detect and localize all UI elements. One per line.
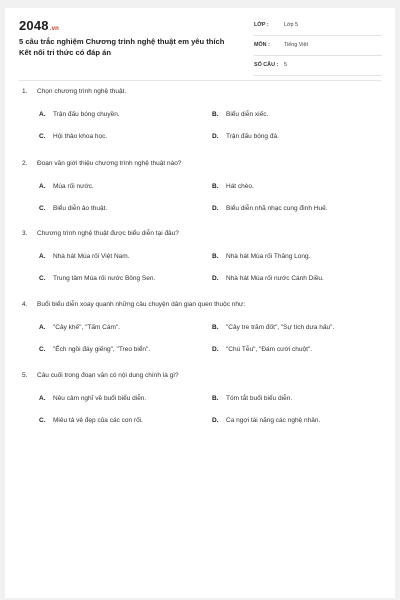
option-letter: C. [39,417,46,424]
option-text: "Cây tre trăm đốt", "Sự tích dưa hấu". [226,324,335,331]
option-a[interactable] [39,324,120,331]
option-text: Biểu diễn ảo thuật. [53,205,108,212]
option-text: Hát chèo. [226,183,254,190]
option-b[interactable] [212,324,334,331]
question-stem: Câu cuối trong đoạn văn có nội dung chính là gì? [37,372,179,379]
option-letter: C. [39,205,46,212]
meta-label: SỐ CÂU : [254,62,279,68]
question-number: 4. [22,301,28,308]
question-text [22,160,181,167]
option-c[interactable] [39,346,150,353]
option-text: "Ếch ngồi đáy giếng", "Treo biển". [53,346,151,353]
question-number: 2. [22,160,28,167]
option-letter: C. [39,133,46,140]
option-letter: A. [39,253,46,260]
title-line-1: 5 câu trắc nghiệm Chương trình nghệ thuật em yêu thích [19,37,225,46]
meta-label: MÔN : [254,42,270,48]
question-stem: Chọn chương trình nghệ thuật. [37,88,127,95]
option-b[interactable] [212,111,268,118]
option-d[interactable] [212,346,312,353]
meta-row-count [254,58,382,76]
option-a[interactable] [39,111,120,118]
option-d[interactable] [212,417,320,424]
option-letter: D. [212,133,219,140]
option-letter: B. [212,253,219,260]
option-text: Nhà hát Múa rối nước Cánh Diều. [226,275,324,282]
option-letter: A. [39,324,46,331]
option-d[interactable] [212,205,328,212]
question-stem: Chương trình nghệ thuật được biểu diễn tại đâu? [37,230,179,237]
question-text [22,301,245,308]
option-letter: B. [212,395,219,402]
option-a[interactable] [39,253,129,260]
option-letter: B. [212,183,219,190]
question-number: 3. [22,230,28,237]
option-c[interactable] [39,133,107,140]
option-letter: B. [212,324,219,331]
question-stem: Buổi biểu diễn xoay quanh những câu chuyện dân gian quen thuộc như: [37,301,246,308]
option-letter: D. [212,346,219,353]
meta-row-subject [254,38,382,56]
option-c[interactable] [39,417,143,424]
option-d[interactable] [212,275,324,282]
option-text: Ca ngợi tài năng các nghệ nhân. [226,417,321,424]
question-number: 5. [22,372,28,379]
site-logo[interactable] [19,18,59,33]
option-a[interactable] [39,183,94,190]
question-text [22,372,179,379]
option-text: Nhà hát Múa rối Việt Nam. [53,253,130,260]
option-text: Hội thảo khoa học. [53,133,108,140]
option-a[interactable] [39,395,146,402]
option-text: Nhà hát Múa rối Thăng Long. [226,253,311,260]
option-text: Biểu diễn nhã nhạc cung đình Huế. [226,205,328,212]
option-text: Miêu tả vẻ đẹp của các con rối. [53,417,143,424]
meta-info [254,18,382,78]
meta-row-class [254,18,382,36]
option-letter: C. [39,346,46,353]
option-letter: D. [212,417,219,424]
option-letter: A. [39,395,46,402]
option-text: "Cây khế", "Tấm Cám". [53,324,121,331]
question-text [22,88,126,95]
option-d[interactable] [212,133,279,140]
option-text: "Chú Tễu", "Đám cưới chuột". [226,346,313,353]
meta-value: Tiếng Việt [284,42,308,48]
option-letter: A. [39,183,46,190]
option-b[interactable] [212,395,292,402]
option-letter: D. [212,205,219,212]
option-letter: B. [212,111,219,118]
option-letter: A. [39,111,46,118]
question-stem: Đoạn văn giới thiệu chương trình nghệ thuật nào? [37,160,182,167]
option-b[interactable] [212,183,254,190]
title-line-2: Kết nối tri thức có đáp án [19,48,111,57]
logo-text: 2048 [19,18,49,33]
option-b[interactable] [212,253,310,260]
worksheet-title [19,36,244,58]
option-c[interactable] [39,205,107,212]
meta-label: LỚP : [254,22,269,28]
option-text: Trận đấu bóng đá. [226,133,279,140]
question-text [22,230,179,237]
question-number: 1. [22,88,28,95]
meta-value: Lớp 5 [284,22,299,28]
logo-domain: .vn [49,26,60,32]
option-letter: D. [212,275,219,282]
option-text: Múa rối nước. [53,183,94,190]
option-text: Trung tâm Múa rối nước Bông Sen. [53,275,156,282]
option-text: Biểu diễn xiếc. [226,111,269,118]
option-text: Nêu cảm nghĩ về buổi biểu diễn. [53,395,147,402]
option-text: Trận đấu bóng chuyền. [53,111,120,118]
header-divider [19,80,382,81]
worksheet-page [5,8,395,598]
worksheet-header [5,8,395,80]
option-text: Tóm tắt buổi biểu diễn. [226,395,293,402]
meta-value: 5 [284,62,287,68]
option-letter: C. [39,275,46,282]
option-c[interactable] [39,275,155,282]
